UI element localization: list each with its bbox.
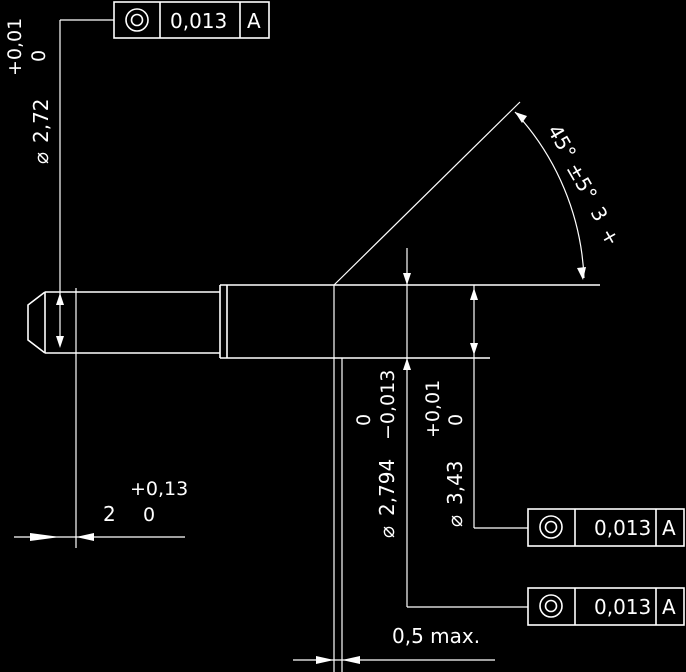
d2794-diameter-symbol: ⌀ bbox=[375, 525, 399, 538]
d343-value: 3,43 bbox=[443, 460, 467, 505]
pin-outline bbox=[28, 285, 600, 358]
angle-value: 45° bbox=[542, 120, 582, 164]
angle-tolerance: ±5° bbox=[561, 158, 603, 205]
d272-value: 2,72 bbox=[29, 98, 53, 143]
frame-top-tolerance: 0,013 bbox=[170, 9, 228, 33]
len2-upper-tol: +0,13 bbox=[130, 478, 189, 500]
d272-diameter-symbol: ⌀ bbox=[29, 151, 53, 164]
dim-length-2 bbox=[14, 478, 188, 541]
tolerance-frame-bottom bbox=[528, 588, 684, 625]
tolerance-frame-middle bbox=[528, 509, 684, 546]
len2-value: 2 bbox=[103, 502, 116, 526]
frame-middle-tolerance: 0,013 bbox=[594, 516, 652, 540]
concentricity-icon bbox=[540, 516, 562, 538]
dim-d343 bbox=[422, 285, 528, 528]
concentricity-icon bbox=[540, 595, 562, 617]
d2794-upper-tol: 0 bbox=[353, 413, 375, 426]
concentricity-icon bbox=[126, 9, 148, 31]
d343-lower-tol: 0 bbox=[445, 413, 467, 426]
frame-top-datum: A bbox=[247, 9, 261, 33]
angle-count: 3 bbox=[585, 202, 613, 226]
frame-bottom-datum: A bbox=[662, 595, 676, 619]
angle-mark: + bbox=[595, 223, 625, 251]
d2794-value: 2,794 bbox=[375, 458, 399, 516]
len2-lower-tol: 0 bbox=[143, 504, 156, 526]
dim-angle bbox=[334, 102, 625, 285]
frame-bottom-tolerance: 0,013 bbox=[594, 595, 652, 619]
tolerance-frame-top bbox=[114, 2, 269, 38]
d343-upper-tol: +0,01 bbox=[422, 379, 444, 438]
d272-upper-tol: +0,01 bbox=[4, 17, 26, 76]
d272-lower-tol: 0 bbox=[28, 49, 50, 62]
frame-middle-datum: A bbox=[662, 516, 676, 540]
d2794-lower-tol: −0,013 bbox=[377, 369, 399, 440]
d343-diameter-symbol: ⌀ bbox=[443, 514, 467, 527]
chamfer-label: 0,5 max. bbox=[392, 624, 481, 648]
dim-d272 bbox=[4, 18, 114, 548]
